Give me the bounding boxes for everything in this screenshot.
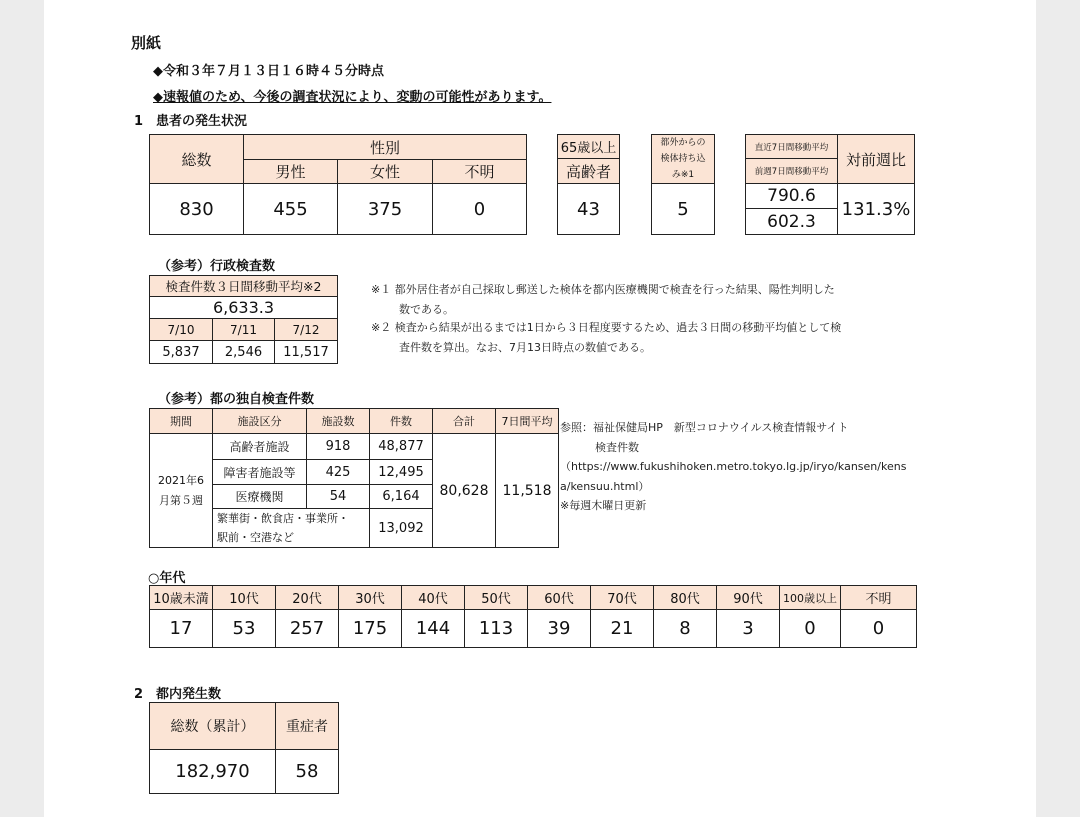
age-value: 257 [276, 610, 339, 648]
age-label: 10歳未満 [150, 586, 213, 610]
category-cell: 障害者施設等 [213, 460, 307, 485]
age-label: 不明 [841, 586, 917, 610]
age-label: 10代 [213, 586, 276, 610]
total-label: 総数 [150, 135, 244, 184]
admin-value: 2,546 [213, 341, 275, 364]
gender-label: 性別 [244, 135, 527, 160]
note-1: ※１ 都外居住者が自己採取し郵送した検体を都内医療機関で検査を行った結果、陽性判明した [371, 283, 835, 296]
female-value: 375 [338, 184, 433, 235]
severe-label: 重症者 [276, 703, 339, 750]
admin-value: 11,517 [275, 341, 338, 364]
outside-label: 都外からの 検体持ち込 み※1 [652, 135, 715, 184]
reference-update-note: ※毎週木曜日更新 [560, 499, 647, 512]
age-label: 70代 [591, 586, 654, 610]
cumulative-table [149, 702, 339, 794]
unknown-value: 0 [433, 184, 527, 235]
section1-title: 1 患者の発生状況 [134, 114, 248, 129]
independent-tests-title: （参考）都の独自検査件数 [158, 392, 315, 407]
age-label: 30代 [339, 586, 402, 610]
total-value: 830 [150, 184, 244, 235]
moving-average-table [745, 134, 915, 235]
age-value: 53 [213, 610, 276, 648]
elderly-value: 43 [558, 184, 620, 235]
age-value: 39 [528, 610, 591, 648]
admin-value: 5,837 [150, 341, 213, 364]
category-cell: 高齢者施設 [213, 434, 307, 460]
age-value: 17 [150, 610, 213, 648]
admin-tests-table [149, 275, 338, 364]
age-value: 175 [339, 610, 402, 648]
unknown-label: 不明 [433, 160, 527, 184]
note-2-cont: 査件数を算出。なお、7月13日時点の数値である。 [399, 341, 651, 354]
admin-date: 7/10 [150, 319, 213, 341]
age-value: 0 [841, 610, 917, 648]
severe-value: 58 [276, 750, 339, 794]
age-value: 8 [654, 610, 717, 648]
outside-table [651, 134, 715, 235]
count-cell: 13,092 [370, 509, 433, 548]
category-cell-other: 繁華街・飲食店・事業所・ 駅前・空港など [213, 509, 370, 548]
category-cell: 医療機関 [213, 485, 307, 509]
ratio-label: 対前週比 [838, 135, 915, 184]
col-header-category: 施設区分 [213, 409, 307, 434]
age-value: 144 [402, 610, 465, 648]
reference-url: a/kensuu.html） [560, 480, 650, 493]
avg7-cell: 11,518 [496, 434, 559, 548]
age-label: 40代 [402, 586, 465, 610]
age-title: ○年代 [148, 571, 186, 586]
ratio-value: 131.3% [838, 184, 915, 235]
age-value: 0 [780, 610, 841, 648]
col-header-period: 期間 [150, 409, 213, 434]
reference-url: （https://www.fukushihoken.metro.tokyo.lg.jp/iryo/kansen/kens [560, 460, 907, 473]
avg-recent-value: 790.6 [746, 184, 838, 209]
facilities-cell: 918 [307, 434, 370, 460]
count-cell: 6,164 [370, 485, 433, 509]
age-value: 113 [465, 610, 528, 648]
age-label: 50代 [465, 586, 528, 610]
age-label: 60代 [528, 586, 591, 610]
count-cell: 12,495 [370, 460, 433, 485]
age-table [149, 585, 917, 648]
facilities-cell: 54 [307, 485, 370, 509]
timestamp-line: ◆令和３年７月１３日１６時４５分時点 [153, 64, 384, 79]
elderly-table [557, 134, 620, 235]
period-cell: 2021年6 月第５週 [150, 434, 213, 548]
avg-prev-value: 602.3 [746, 209, 838, 235]
male-label: 男性 [244, 160, 338, 184]
cumulative-value: 182,970 [150, 750, 276, 794]
elderly-label-bottom: 高齢者 [558, 159, 620, 184]
admin-tests-header: 検査件数３日間移動平均※2 [150, 276, 338, 297]
note-2: ※２ 検査から結果が出るまでは1日から３日程度要するため、過去３日間の移動平均値として検 [371, 321, 842, 334]
age-label: 100歳以上 [780, 586, 841, 610]
section2-title: 2 都内発生数 [134, 687, 222, 702]
total-cell: 80,628 [433, 434, 496, 548]
avg-recent-label: 直近7日間移動平均 [746, 135, 838, 159]
cumulative-label: 総数（累計） [150, 703, 276, 750]
col-header-count: 件数 [370, 409, 433, 434]
col-header-avg7: 7日間平均 [496, 409, 559, 434]
reference-line: 参照：福祉保健局HP 新型コロナウイルス検査情報サイト [560, 421, 849, 434]
count-cell: 48,877 [370, 434, 433, 460]
age-label: 80代 [654, 586, 717, 610]
admin-date: 7/12 [275, 319, 338, 341]
elderly-label-top: 65歳以上 [558, 135, 620, 159]
age-label: 20代 [276, 586, 339, 610]
age-value: 3 [717, 610, 780, 648]
reference-line: 検査件数 [595, 441, 639, 454]
disclaimer-line: ◆速報値のため、今後の調査状況により、変動の可能性があります。 [153, 90, 552, 105]
doc-title: 別紙 [131, 34, 162, 52]
col-header-facilities: 施設数 [307, 409, 370, 434]
facilities-cell: 425 [307, 460, 370, 485]
patients-table [149, 134, 527, 235]
admin-tests-title: （参考）行政検査数 [158, 259, 276, 274]
female-label: 女性 [338, 160, 433, 184]
note-1-cont: 数である。 [399, 303, 454, 316]
age-value: 21 [591, 610, 654, 648]
admin-tests-avg: 6,633.3 [150, 297, 338, 319]
avg-prev-label: 前週7日間移動平均 [746, 159, 838, 184]
independent-tests-table [149, 408, 559, 548]
admin-date: 7/11 [213, 319, 275, 341]
document-page [44, 0, 1036, 817]
male-value: 455 [244, 184, 338, 235]
col-header-total: 合計 [433, 409, 496, 434]
outside-value: 5 [652, 184, 715, 235]
age-label: 90代 [717, 586, 780, 610]
